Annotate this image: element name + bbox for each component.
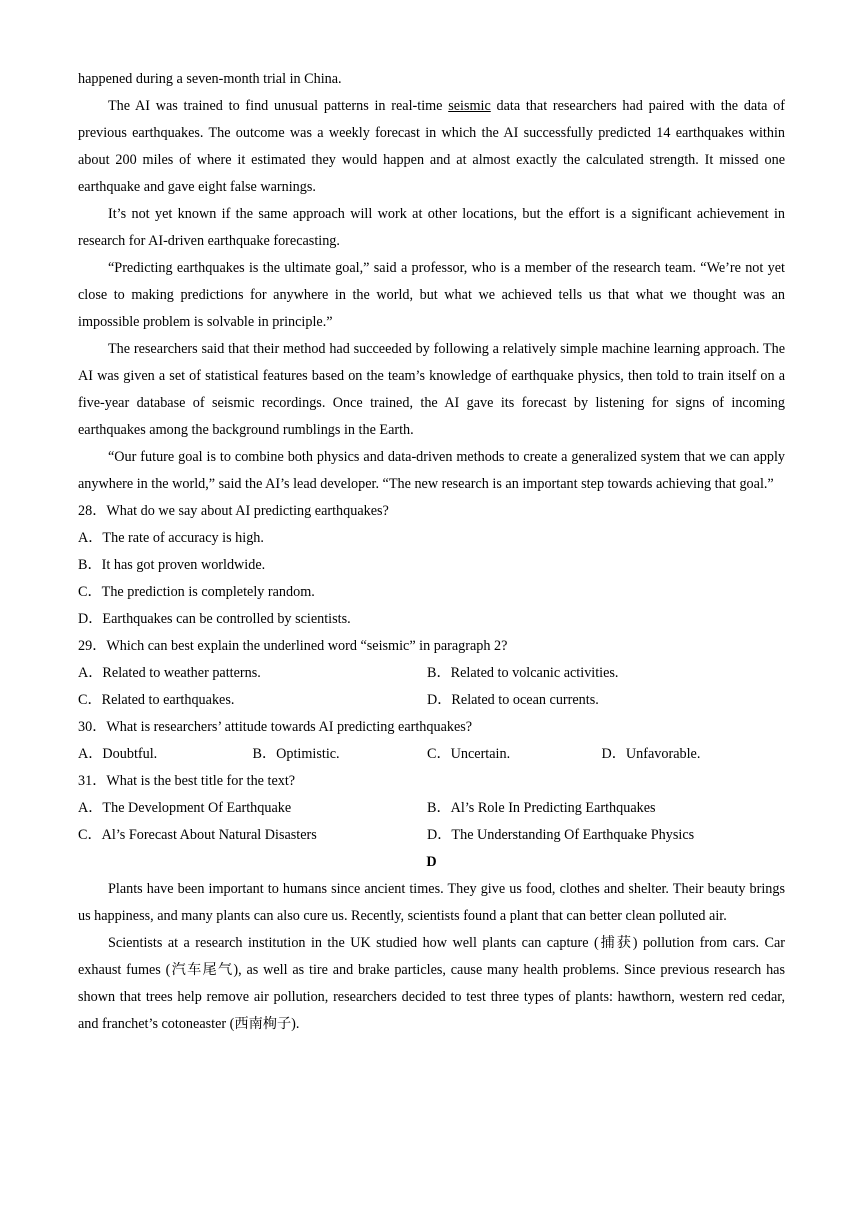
question-29-option-d: D．Related to ocean currents. [427,692,599,708]
question-30-option-c: C．Uncertain. [427,746,511,762]
question-31-option-d: D．The Understanding Of Earthquake Physics [427,827,695,843]
passage-c-paragraph-6: “Our future goal is to combine both physics and data-driven methods to create a generalized system that we can apply anywhere in the world,” said the AI’s lead developer. “The new research is an important step towards achieving that goal.” [78,449,785,492]
underlined-word-seismic: seismic [448,98,491,114]
question-31-options-row-1 [78,795,785,822]
section-d-heading: D [426,854,437,870]
section-d-paragraph-2: Scientists at a research institution in the UK studied how well plants can capture (捕获) pollution from cars. Car exhaust fumes (汽车尾气), as well as tire and brake particles, cause many health problems. Since previous research has shown that trees help remove air pollution, researchers decided to test three types of plants: hawthorn, western red cedar, and franchet’s cotoneaster (西南栒子). [78,935,785,1032]
question-31-options-row-2 [78,822,785,849]
question-28-option-c: C．The prediction is completely random. [78,584,315,600]
question-30-option-d: D．Unfavorable. [601,746,701,762]
question-29-options-row-1 [78,660,785,687]
question-30-option-a: A．Doubtful. [78,746,158,762]
passage-c-paragraph-4: “Predicting earthquakes is the ultimate goal,” said a professor, who is a member of the research team. “We’re not yet close to making predictions for anywhere in the world, but what we achieved tells us that what we thought was an impossible problem is solvable in principle.” [78,260,785,330]
question-31-option-b: B．Al’s Role In Predicting Earthquakes [427,800,656,816]
question-31-option-a: A．The Development Of Earthquake [78,800,292,816]
question-28-stem: 28．What do we say about AI predicting earthquakes? [78,503,389,519]
question-31-option-c: C．Al’s Forecast About Natural Disasters [78,827,317,843]
document-page [78,66,785,1038]
passage-c-fragment: happened during a seven-month trial in China. [78,71,342,87]
paragraph-text: The AI was trained to find unusual patterns in real-time [108,98,449,114]
question-29-stem: 29．Which can best explain the underlined word “seismic” in paragraph 2? [78,638,508,654]
passage-c-paragraph-3: It’s not yet known if the same approach will work at other locations, but the effort is a significant achievement in research for AI-driven earthquake forecasting. [78,206,785,249]
question-31-stem: 31．What is the best title for the text? [78,773,296,789]
paragraph-text: data that researchers had paired with the data of previous earthquakes. The outcome was a weekly forecast in which the AI successfully predicted 14 earthquakes within about 200 miles of where it estimated they would happen and at almost exactly the calculated strength. It missed one earthquake and gave eight false warnings. [78,98,785,195]
question-30-stem: 30．What is researchers’ attitude towards AI predicting earthquakes? [78,719,473,735]
section-d-paragraph-1: Plants have been important to humans since ancient times. They give us food, clothes and shelter. Their beauty brings us happiness, and many plants can also cure us. Recently, scientists found a plant that can better clean polluted air. [78,881,785,924]
question-29-options-row-2 [78,687,785,714]
question-30-option-b: B．Optimistic. [252,746,340,762]
question-30-options-row [78,741,785,768]
question-28-option-b: B．It has got proven worldwide. [78,557,266,573]
passage-c-paragraph-2 [78,93,785,201]
question-28-option-a: A．The rate of accuracy is high. [78,530,264,546]
question-28-option-d: D．Earthquakes can be controlled by scientists. [78,611,351,627]
question-29-option-c: C．Related to earthquakes. [78,692,235,708]
passage-c-paragraph-5: The researchers said that their method had succeeded by following a relatively simple machine learning approach. The AI was given a set of statistical features based on the team’s knowledge of earthquake physics, then told to train itself on a five-year database of seismic recordings. Once trained, the AI gave its forecast by listening for signs of incoming earthquakes among the background rumblings in the Earth. [78,341,785,438]
question-29-option-b: B．Related to volcanic activities. [427,665,619,681]
question-29-option-a: A．Related to weather patterns. [78,665,261,681]
